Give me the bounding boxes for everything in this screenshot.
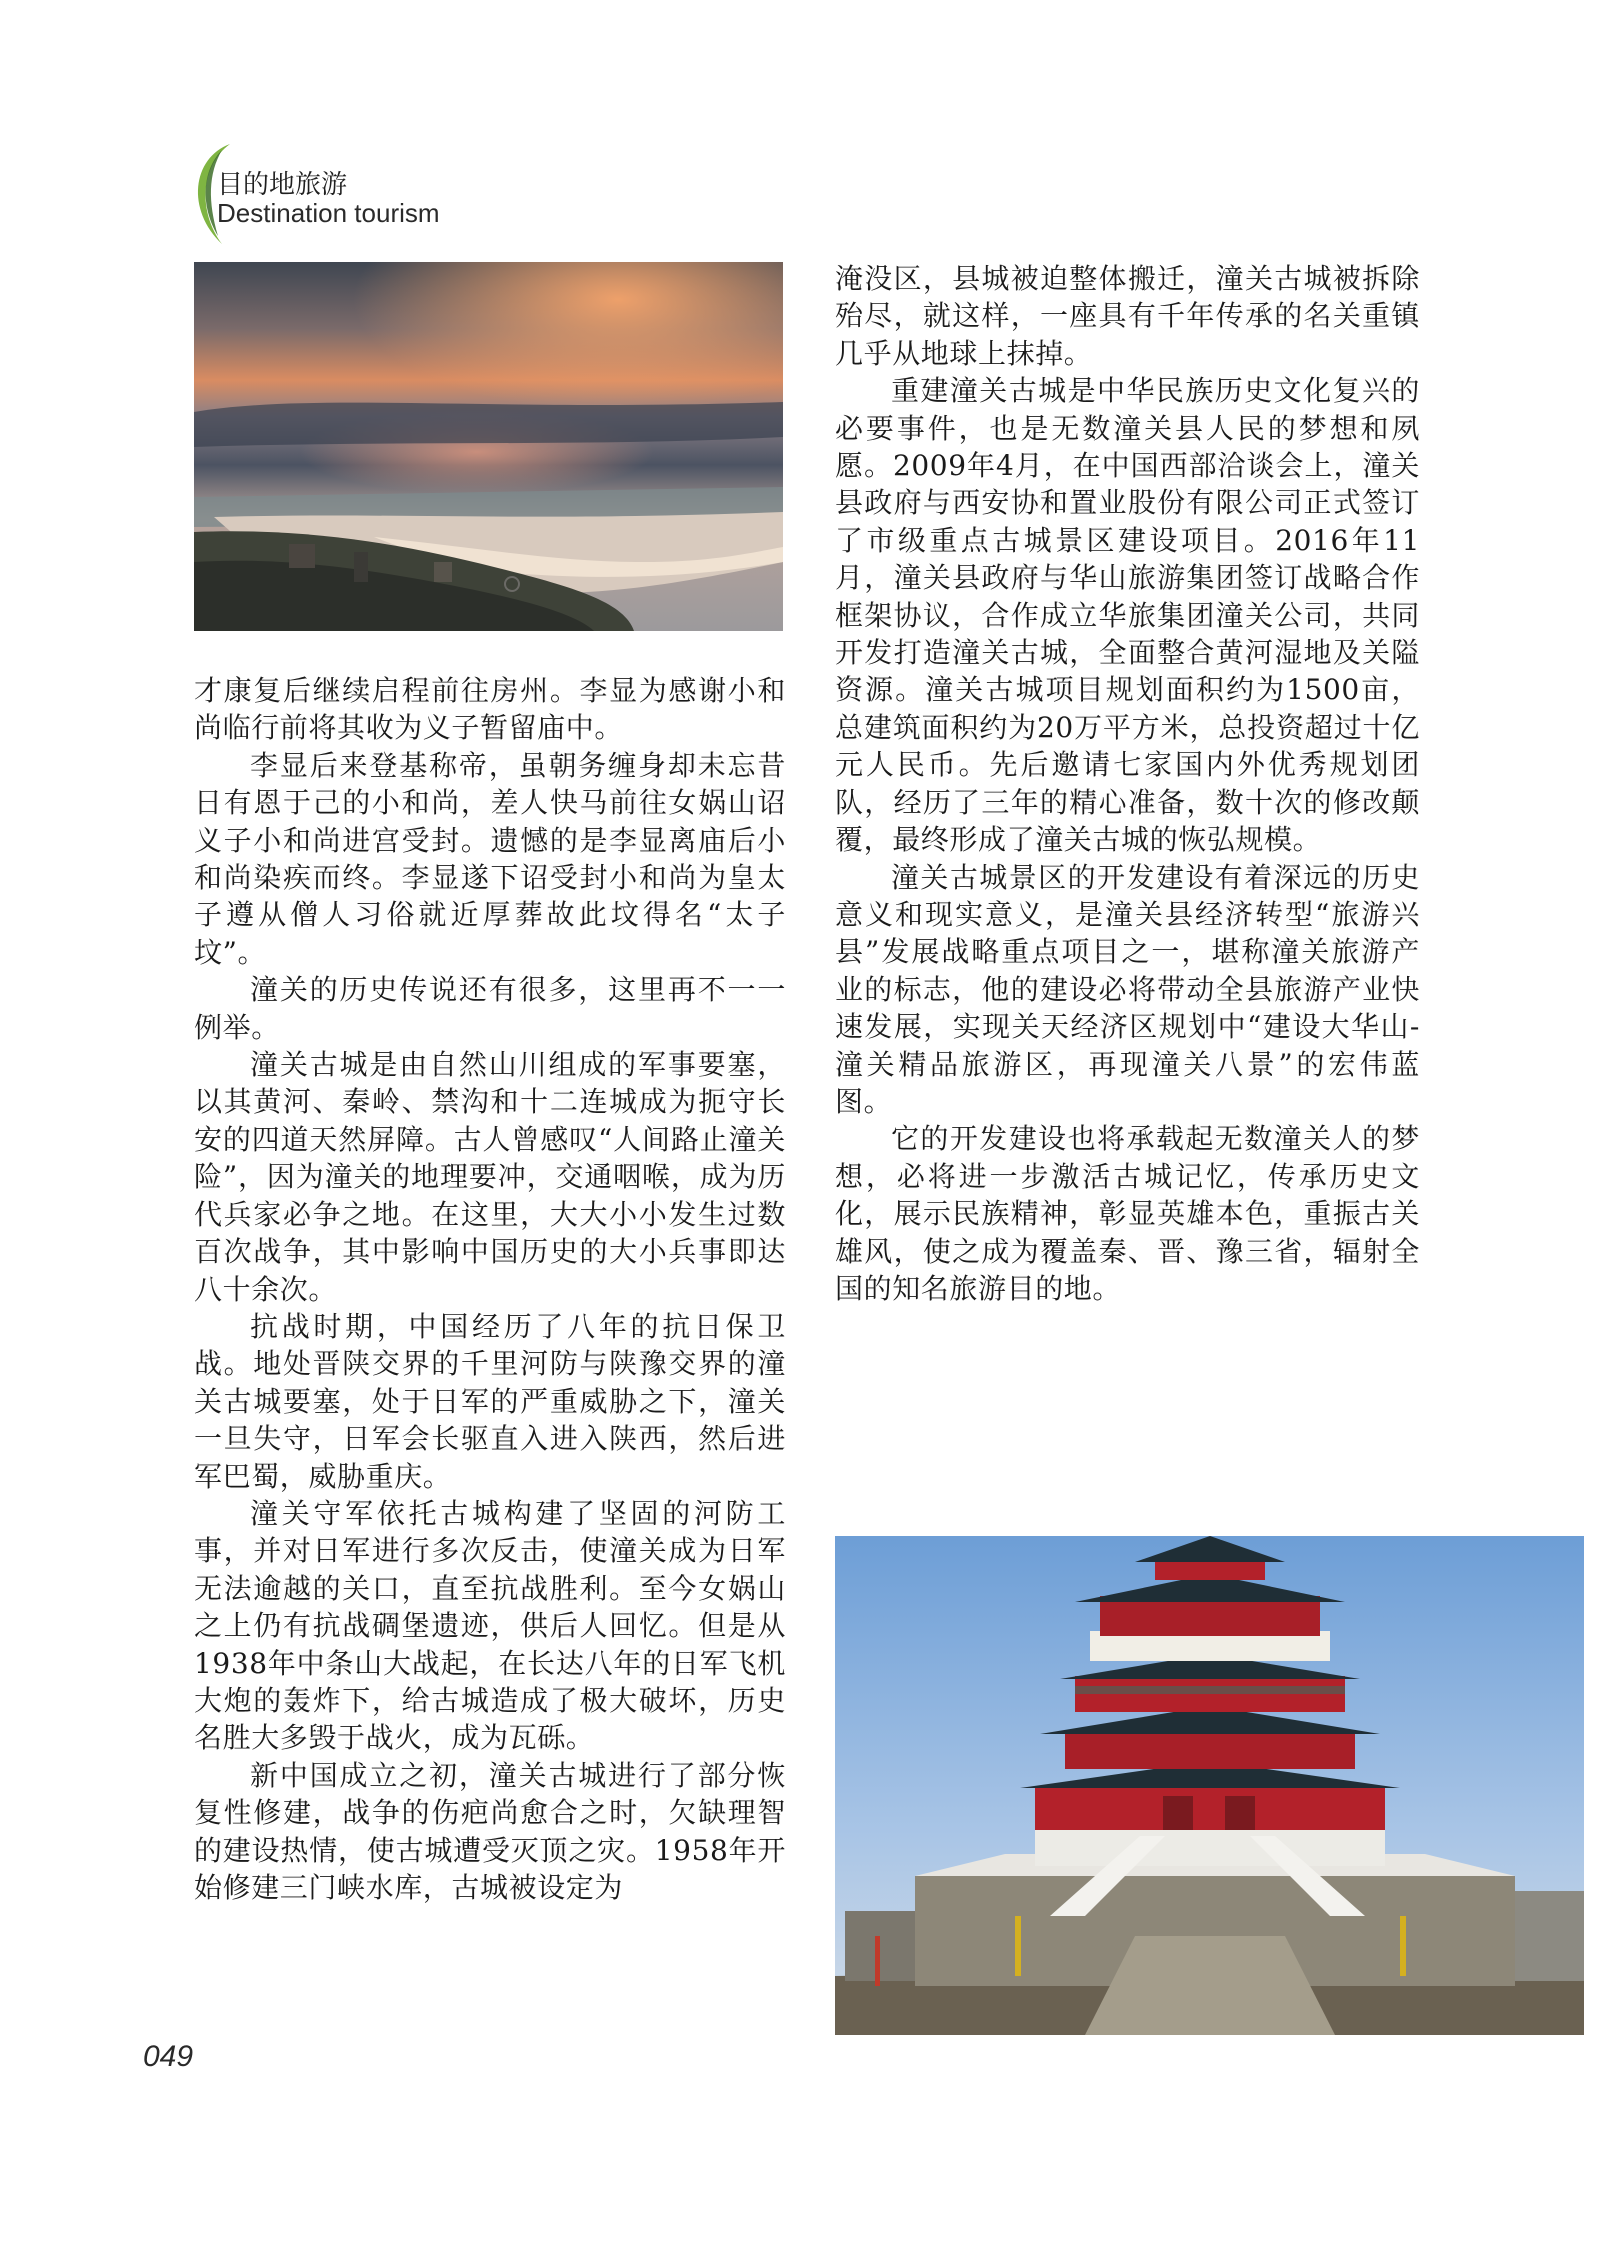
paragraph: 才康复后继续启程前往房州。李显为感谢小和尚临行前将其收为义子暂留庙中。 bbox=[194, 674, 786, 745]
paragraph: 潼关古城是由自然山川组成的军事要塞，以其黄河、秦岭、禁沟和十二连城成为扼守长安的四道天然屏障。古人曾感叹“人间路止潼关险”，因为潼关的地理要冲，交通咽喉，成为历代兵家必争之地。在这里，大大小小发生过数百次战争，其中影响中国历史的大小兵事即达八十余次。 bbox=[194, 1048, 786, 1306]
paragraph: 重建潼关古城是中华民族历史文化复兴的必要事件，也是无数潼关县人民的梦想和夙愿。2009年4月，在中国西部洽谈会上，潼关县政府与西安协和置业股份有限公司正式签订了市级重点古城景区建设项目。2016年11月，潼关县政府与华山旅游集团签订战略合作框架协议，合作成立华旅集团潼关公司，共同开发打造潼关古城，全面整合黄河湿地及关隘资源。潼关古城项目规划面积约为1500亩，总建筑面积约为20万平方米，总投资超过十亿元人民币。先后邀请七家国内外优秀规划团队，经历了三年的精心准备，数十次的修改颠覆，最终形成了潼关古城的恢弘规模。 bbox=[835, 374, 1420, 857]
section-header bbox=[182, 140, 522, 250]
yellow-river-sunset-photo bbox=[194, 262, 783, 631]
tongguan-tower-photo bbox=[835, 1536, 1584, 2035]
paragraph: 它的开发建设也将承载起无数潼关人的梦想，必将进一步激活古城记忆，传承历史文化，展示民族精神，彰显英雄本色，重振古关雄风，使之成为覆盖秦、晋、豫三省，辐射全国的知名旅游目的地。 bbox=[835, 1122, 1420, 1305]
paragraph: 新中国成立之初，潼关古城进行了部分恢复性修建，战争的伤疤尚愈合之时，欠缺理智的建设热情，使古城遭受灭顶之灾。1958年开始修建三门峡水库，古城被设定为 bbox=[194, 1758, 786, 1904]
right-text-column bbox=[835, 260, 1420, 1307]
section-title-en: Destination tourism bbox=[217, 198, 440, 228]
paragraph: 潼关守军依托古城构建了坚固的河防工事，并对日军进行多次反击，使潼关成为日军无法逾越的关口，直至抗战胜利。至今女娲山之上仍有抗战碉堡遗迹，供后人回忆。但是从1938年中条山大战起，在长达八年的日军飞机大炮的轰炸下，给古城造成了极大破坏，历史名胜大多毁于战火，成为瓦砾。 bbox=[194, 1496, 786, 1755]
section-title-cn: 目的地旅游 bbox=[217, 170, 348, 200]
page-number: 049 bbox=[143, 2040, 194, 2073]
paragraph: 潼关的历史传说还有很多，这里再不一一例举。 bbox=[194, 973, 786, 1044]
paragraph: 李显后来登基称帝，虽朝务缠身却未忘昔日有恩于己的小和尚，差人快马前往女娲山诏义子小和尚进宫受封。遗憾的是李显离庙后小和尚染疾而终。李显遂下诏受封小和尚为皇太子遵从僧人习俗就近厚葬故此坟得名“太子坟”。 bbox=[194, 748, 786, 969]
paragraph: 抗战时期，中国经历了八年的抗日保卫战。地处晋陕交界的千里河防与陕豫交界的潼关古城要塞，处于日军的严重威胁之下，潼关一旦失守，日军会长驱直入进入陕西，然后进军巴蜀，威胁重庆。 bbox=[194, 1309, 786, 1493]
paragraph: 淹没区，县城被迫整体搬迁，潼关古城被拆除殆尽，就这样，一座具有千年传承的名关重镇几乎从地球上抹掉。 bbox=[835, 262, 1420, 370]
paragraph: 潼关古城景区的开发建设有着深远的历史意义和现实意义，是潼关县经济转型“旅游兴县”发展战略重点项目之一，堪称潼关旅游产业的标志，他的建设必将带动全县旅游产业快速发展，实现关天经济区规划中“建设大华山-潼关精品旅游区，再现潼关八景”的宏伟蓝图。 bbox=[835, 860, 1420, 1118]
left-text-column bbox=[194, 672, 786, 1906]
